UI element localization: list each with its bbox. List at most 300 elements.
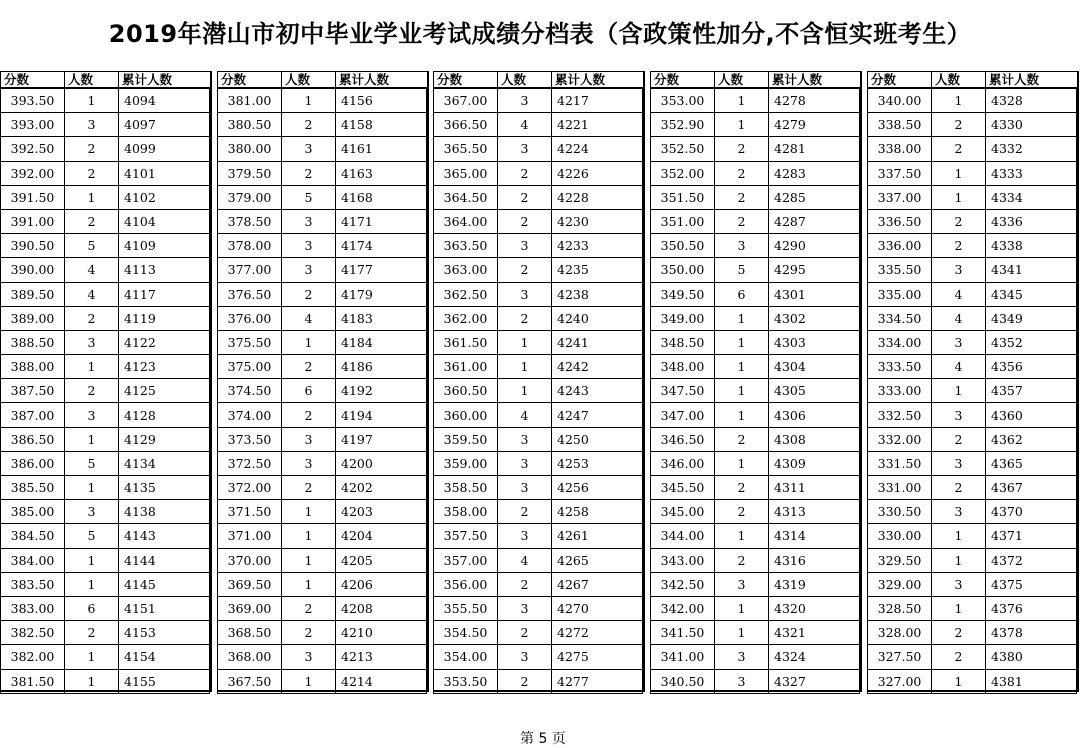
table-row [434, 379, 643, 403]
table-header-row [434, 72, 643, 89]
table-row [1, 621, 210, 645]
score-cell: 347.50 [651, 379, 715, 403]
score-cell: 389.50 [1, 282, 65, 306]
table-row [868, 403, 1077, 427]
table-row [868, 234, 1077, 258]
score-table [433, 71, 643, 694]
table-row [651, 524, 860, 548]
table-row [868, 548, 1077, 572]
table-row [1, 524, 210, 548]
cumulative-cell: 4230 [552, 209, 643, 233]
table-row [651, 403, 860, 427]
score-cell: 373.50 [218, 427, 282, 451]
cumulative-cell: 4370 [986, 500, 1077, 524]
table-row [218, 258, 427, 282]
cumulative-cell: 4213 [336, 645, 427, 669]
cumulative-cell: 4138 [119, 500, 210, 524]
count-cell: 2 [65, 209, 119, 233]
score-cell: 356.00 [434, 572, 498, 596]
count-cell: 2 [715, 476, 769, 500]
cumulative-cell: 4365 [986, 451, 1077, 475]
cumulative-cell: 4179 [336, 282, 427, 306]
score-cell: 381.50 [1, 669, 65, 693]
header-cumulative: 累计人数 [769, 72, 860, 89]
table-row [868, 137, 1077, 161]
score-cell: 382.00 [1, 645, 65, 669]
table-row [651, 669, 860, 693]
count-cell: 1 [715, 306, 769, 330]
table-row [868, 258, 1077, 282]
cumulative-cell: 4362 [986, 427, 1077, 451]
score-cell: 367.00 [434, 88, 498, 113]
cumulative-cell: 4333 [986, 161, 1077, 185]
score-table [217, 71, 427, 694]
score-cell: 337.50 [868, 161, 932, 185]
score-cell: 350.50 [651, 234, 715, 258]
cumulative-cell: 4233 [552, 234, 643, 258]
cumulative-cell: 4281 [769, 137, 860, 161]
score-cell: 364.50 [434, 185, 498, 209]
table-row [868, 161, 1077, 185]
cumulative-cell: 4184 [336, 330, 427, 354]
cumulative-cell: 4168 [336, 185, 427, 209]
cumulative-cell: 4151 [119, 596, 210, 620]
table-row [434, 524, 643, 548]
score-cell: 392.50 [1, 137, 65, 161]
score-cell: 340.00 [868, 88, 932, 113]
table-row [218, 330, 427, 354]
count-cell: 3 [282, 645, 336, 669]
table-row [218, 476, 427, 500]
score-table [650, 71, 860, 694]
table-row [434, 258, 643, 282]
score-cell: 358.00 [434, 500, 498, 524]
count-cell: 5 [65, 451, 119, 475]
score-table-block [217, 71, 429, 692]
table-row [434, 427, 643, 451]
table-row [651, 427, 860, 451]
table-row [434, 137, 643, 161]
count-cell: 2 [715, 185, 769, 209]
count-cell: 3 [282, 258, 336, 282]
cumulative-cell: 4153 [119, 621, 210, 645]
count-cell: 2 [498, 669, 552, 693]
score-cell: 353.50 [434, 669, 498, 693]
table-row [434, 113, 643, 137]
table-row [868, 113, 1077, 137]
table-row [651, 185, 860, 209]
score-cell: 376.50 [218, 282, 282, 306]
table-row [868, 645, 1077, 669]
cumulative-cell: 4221 [552, 113, 643, 137]
cumulative-cell: 4119 [119, 306, 210, 330]
count-cell: 3 [932, 451, 986, 475]
count-cell: 3 [715, 645, 769, 669]
score-cell: 357.00 [434, 548, 498, 572]
table-row [651, 330, 860, 354]
count-cell: 2 [282, 355, 336, 379]
cumulative-cell: 4341 [986, 258, 1077, 282]
table-row [1, 330, 210, 354]
table-row [1, 548, 210, 572]
cumulative-cell: 4287 [769, 209, 860, 233]
count-cell: 4 [932, 355, 986, 379]
score-cell: 346.00 [651, 451, 715, 475]
cumulative-cell: 4332 [986, 137, 1077, 161]
table-row [434, 669, 643, 693]
score-cell: 338.50 [868, 113, 932, 137]
cumulative-cell: 4324 [769, 645, 860, 669]
count-cell: 1 [932, 88, 986, 113]
cumulative-cell: 4094 [119, 88, 210, 113]
count-cell: 3 [65, 500, 119, 524]
score-cell: 365.50 [434, 137, 498, 161]
count-cell: 1 [715, 451, 769, 475]
table-row [218, 451, 427, 475]
score-cell: 360.50 [434, 379, 498, 403]
cumulative-cell: 4161 [336, 137, 427, 161]
score-cell: 351.50 [651, 185, 715, 209]
count-cell: 4 [65, 258, 119, 282]
table-row [868, 669, 1077, 693]
count-cell: 2 [498, 572, 552, 596]
score-cell: 343.00 [651, 548, 715, 572]
cumulative-cell: 4183 [336, 306, 427, 330]
count-cell: 1 [715, 403, 769, 427]
header-cumulative: 累计人数 [552, 72, 643, 89]
table-row [651, 379, 860, 403]
cumulative-cell: 4197 [336, 427, 427, 451]
score-table-block [0, 71, 212, 692]
score-cell: 334.00 [868, 330, 932, 354]
table-row [868, 621, 1077, 645]
count-cell: 2 [498, 258, 552, 282]
count-cell: 1 [282, 524, 336, 548]
table-row [218, 355, 427, 379]
table-row [434, 234, 643, 258]
cumulative-cell: 4144 [119, 548, 210, 572]
table-row [434, 548, 643, 572]
table-row [218, 113, 427, 137]
score-cell: 387.00 [1, 403, 65, 427]
cumulative-cell: 4158 [336, 113, 427, 137]
table-row [1, 113, 210, 137]
score-cell: 344.00 [651, 524, 715, 548]
score-cell: 352.90 [651, 113, 715, 137]
score-cell: 329.00 [868, 572, 932, 596]
score-cell: 328.50 [868, 596, 932, 620]
count-cell: 4 [932, 306, 986, 330]
score-cell: 362.50 [434, 282, 498, 306]
cumulative-cell: 4241 [552, 330, 643, 354]
score-cell: 341.00 [651, 645, 715, 669]
count-cell: 6 [282, 379, 336, 403]
header-count: 人数 [282, 72, 336, 89]
count-cell: 1 [715, 596, 769, 620]
count-cell: 2 [498, 621, 552, 645]
count-cell: 1 [282, 548, 336, 572]
cumulative-cell: 4208 [336, 596, 427, 620]
score-cell: 331.50 [868, 451, 932, 475]
cumulative-cell: 4117 [119, 282, 210, 306]
cumulative-cell: 4367 [986, 476, 1077, 500]
count-cell: 1 [932, 548, 986, 572]
count-cell: 3 [932, 258, 986, 282]
score-cell: 349.50 [651, 282, 715, 306]
cumulative-cell: 4238 [552, 282, 643, 306]
cumulative-cell: 4206 [336, 572, 427, 596]
cumulative-cell: 4272 [552, 621, 643, 645]
table-row [651, 161, 860, 185]
cumulative-cell: 4308 [769, 427, 860, 451]
score-cell: 332.00 [868, 427, 932, 451]
table-row [1, 88, 210, 113]
table-row [1, 645, 210, 669]
score-cell: 330.50 [868, 500, 932, 524]
cumulative-cell: 4380 [986, 645, 1077, 669]
table-row [1, 137, 210, 161]
score-cell: 381.00 [218, 88, 282, 113]
table-row [1, 476, 210, 500]
count-cell: 1 [932, 596, 986, 620]
score-cell: 329.50 [868, 548, 932, 572]
count-cell: 1 [715, 379, 769, 403]
score-cell: 361.00 [434, 355, 498, 379]
count-cell: 2 [282, 596, 336, 620]
score-cell: 355.50 [434, 596, 498, 620]
cumulative-cell: 4102 [119, 185, 210, 209]
score-cell: 372.50 [218, 451, 282, 475]
count-cell: 3 [498, 234, 552, 258]
count-cell: 3 [498, 427, 552, 451]
table-row [1, 306, 210, 330]
cumulative-cell: 4330 [986, 113, 1077, 137]
count-cell: 2 [932, 427, 986, 451]
table-row [1, 669, 210, 693]
cumulative-cell: 4295 [769, 258, 860, 282]
count-cell: 5 [282, 185, 336, 209]
header-count: 人数 [498, 72, 552, 89]
score-cell: 342.00 [651, 596, 715, 620]
table-row [651, 282, 860, 306]
score-cell: 385.00 [1, 500, 65, 524]
score-cell: 374.50 [218, 379, 282, 403]
table-row [434, 161, 643, 185]
cumulative-cell: 4277 [552, 669, 643, 693]
table-row [218, 669, 427, 693]
cumulative-cell: 4256 [552, 476, 643, 500]
cumulative-cell: 4210 [336, 621, 427, 645]
cumulative-cell: 4125 [119, 379, 210, 403]
table-row [218, 88, 427, 113]
count-cell: 3 [498, 88, 552, 113]
cumulative-cell: 4311 [769, 476, 860, 500]
cumulative-cell: 4283 [769, 161, 860, 185]
table-header-row [218, 72, 427, 89]
table-row [434, 185, 643, 209]
cumulative-cell: 4376 [986, 596, 1077, 620]
table-row [434, 282, 643, 306]
cumulative-cell: 4327 [769, 669, 860, 693]
count-cell: 2 [932, 137, 986, 161]
table-row [434, 403, 643, 427]
cumulative-cell: 4253 [552, 451, 643, 475]
table-row [868, 185, 1077, 209]
score-cell: 390.00 [1, 258, 65, 282]
count-cell: 3 [282, 451, 336, 475]
table-row [434, 645, 643, 669]
header-score: 分数 [434, 72, 498, 89]
count-cell: 2 [498, 209, 552, 233]
count-cell: 1 [282, 669, 336, 693]
count-cell: 1 [715, 621, 769, 645]
score-cell: 383.50 [1, 572, 65, 596]
cumulative-cell: 4134 [119, 451, 210, 475]
score-cell: 340.50 [651, 669, 715, 693]
score-cell: 327.50 [868, 645, 932, 669]
table-row [218, 282, 427, 306]
count-cell: 3 [932, 572, 986, 596]
score-cell: 387.50 [1, 379, 65, 403]
table-row [434, 500, 643, 524]
header-count: 人数 [65, 72, 119, 89]
count-cell: 2 [932, 234, 986, 258]
score-cell: 392.00 [1, 161, 65, 185]
table-row [651, 209, 860, 233]
cumulative-cell: 4375 [986, 572, 1077, 596]
score-table [867, 71, 1077, 694]
count-cell: 3 [282, 209, 336, 233]
table-row [651, 88, 860, 113]
cumulative-cell: 4200 [336, 451, 427, 475]
cumulative-cell: 4265 [552, 548, 643, 572]
header-cumulative: 累计人数 [119, 72, 210, 89]
score-cell: 336.00 [868, 234, 932, 258]
table-row [218, 500, 427, 524]
table-row [218, 403, 427, 427]
cumulative-cell: 4258 [552, 500, 643, 524]
score-cell: 371.00 [218, 524, 282, 548]
table-header-row [1, 72, 210, 89]
score-cell: 334.50 [868, 306, 932, 330]
score-cell: 332.50 [868, 403, 932, 427]
table-row [868, 524, 1077, 548]
count-cell: 3 [498, 476, 552, 500]
count-cell: 2 [65, 137, 119, 161]
count-cell: 2 [932, 113, 986, 137]
table-row [868, 330, 1077, 354]
table-row [218, 379, 427, 403]
count-cell: 3 [498, 282, 552, 306]
count-cell: 3 [932, 403, 986, 427]
count-cell: 2 [498, 500, 552, 524]
cumulative-cell: 4261 [552, 524, 643, 548]
header-score: 分数 [651, 72, 715, 89]
table-header-row [651, 72, 860, 89]
table-row [868, 500, 1077, 524]
cumulative-cell: 4145 [119, 572, 210, 596]
count-cell: 1 [65, 572, 119, 596]
score-cell: 378.00 [218, 234, 282, 258]
cumulative-cell: 4205 [336, 548, 427, 572]
score-cell: 379.50 [218, 161, 282, 185]
cumulative-cell: 4099 [119, 137, 210, 161]
cumulative-cell: 4113 [119, 258, 210, 282]
count-cell: 3 [715, 234, 769, 258]
count-cell: 1 [932, 524, 986, 548]
score-cell: 353.00 [651, 88, 715, 113]
table-row [218, 306, 427, 330]
count-cell: 2 [65, 379, 119, 403]
count-cell: 2 [932, 645, 986, 669]
count-cell: 2 [282, 403, 336, 427]
count-cell: 1 [932, 161, 986, 185]
count-cell: 4 [65, 282, 119, 306]
score-cell: 335.50 [868, 258, 932, 282]
score-cell: 378.50 [218, 209, 282, 233]
table-row [218, 596, 427, 620]
score-cell: 385.50 [1, 476, 65, 500]
cumulative-cell: 4320 [769, 596, 860, 620]
cumulative-cell: 4143 [119, 524, 210, 548]
count-cell: 3 [498, 451, 552, 475]
cumulative-cell: 4302 [769, 306, 860, 330]
cumulative-cell: 4202 [336, 476, 427, 500]
cumulative-cell: 4371 [986, 524, 1077, 548]
score-cell: 341.50 [651, 621, 715, 645]
table-row [218, 137, 427, 161]
cumulative-cell: 4224 [552, 137, 643, 161]
cumulative-cell: 4194 [336, 403, 427, 427]
score-cell: 391.00 [1, 209, 65, 233]
cumulative-cell: 4316 [769, 548, 860, 572]
page-footer: 第 5 页 [520, 731, 566, 747]
table-row [868, 572, 1077, 596]
count-cell: 2 [282, 621, 336, 645]
score-cell: 391.50 [1, 185, 65, 209]
score-cell: 350.00 [651, 258, 715, 282]
count-cell: 1 [65, 185, 119, 209]
score-cell: 359.50 [434, 427, 498, 451]
count-cell: 1 [715, 88, 769, 113]
header-score: 分数 [1, 72, 65, 89]
score-cell: 367.50 [218, 669, 282, 693]
score-cell: 354.00 [434, 645, 498, 669]
count-cell: 1 [65, 355, 119, 379]
cumulative-cell: 4123 [119, 355, 210, 379]
table-header-row [868, 72, 1077, 89]
score-cell: 370.00 [218, 548, 282, 572]
score-cell: 382.50 [1, 621, 65, 645]
table-row [434, 476, 643, 500]
cumulative-cell: 4275 [552, 645, 643, 669]
cumulative-cell: 4285 [769, 185, 860, 209]
table-row [868, 209, 1077, 233]
table-row [218, 524, 427, 548]
score-cell: 348.00 [651, 355, 715, 379]
header-cumulative: 累计人数 [336, 72, 427, 89]
count-cell: 1 [932, 669, 986, 693]
count-cell: 2 [65, 161, 119, 185]
score-cell: 351.00 [651, 209, 715, 233]
score-cell: 380.00 [218, 137, 282, 161]
score-cell: 393.50 [1, 88, 65, 113]
count-cell: 1 [65, 476, 119, 500]
score-cell: 383.00 [1, 596, 65, 620]
count-cell: 2 [498, 185, 552, 209]
table-row [1, 355, 210, 379]
count-cell: 2 [715, 161, 769, 185]
